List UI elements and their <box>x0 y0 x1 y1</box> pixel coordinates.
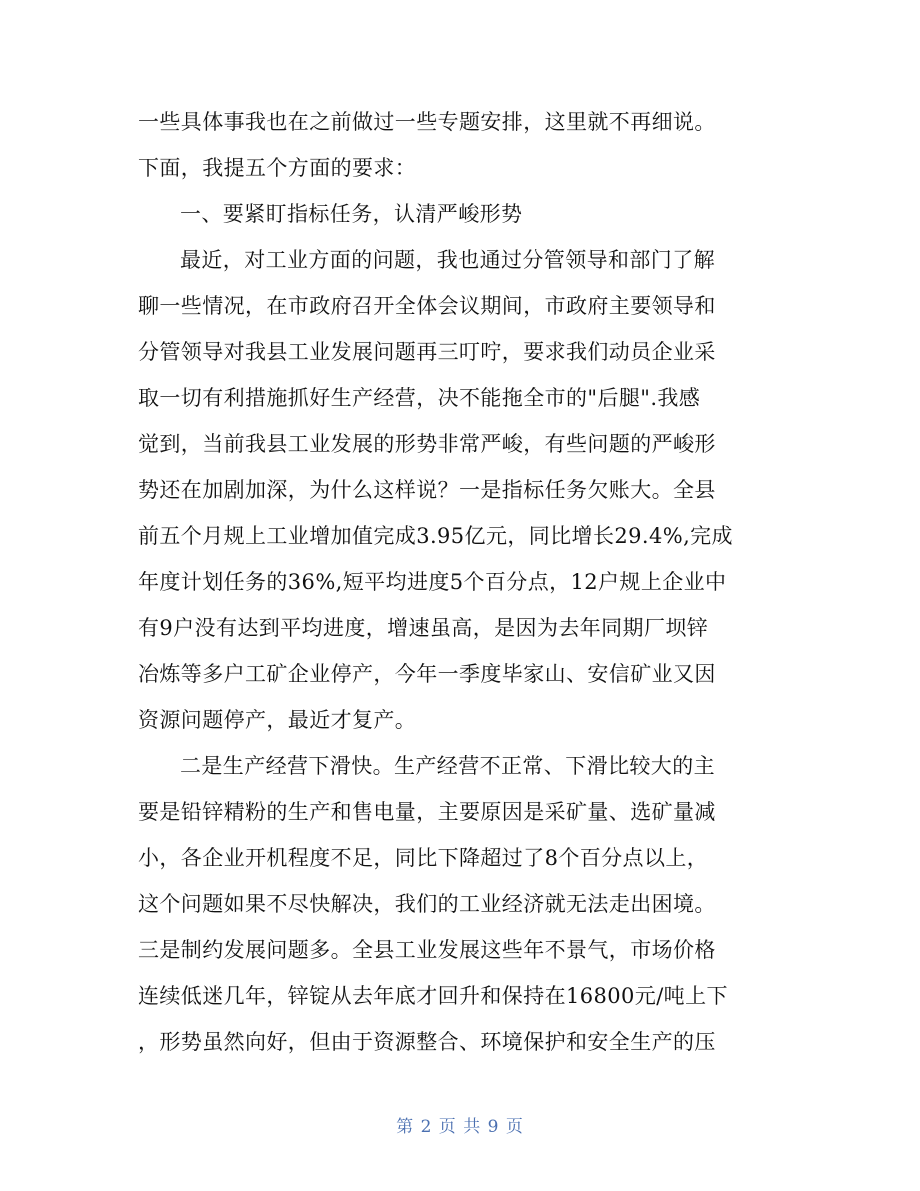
paragraph-start-line: 二是生产经营下滑快。生产经营不正常、下滑比较大的主 <box>180 754 715 778</box>
text-line: 分管领导对我县工业发展问题再三叮咛，要求我们动员企业采 <box>138 340 716 364</box>
document-body <box>138 104 788 1061</box>
text-line: 取一切有利措施抓好生产经营，决不能拖全市的"后腿".我感 <box>138 386 701 410</box>
text-line: 下面，我提五个方面的要求： <box>138 156 417 180</box>
text-line: 有9户没有达到平均进度，增速虽高，是因为去年同期厂坝锌 <box>138 616 709 640</box>
text-line: 三是制约发展问题多。全县工业发展这些年不景气，市场价格 <box>138 938 716 962</box>
page-number-footer: 第 2 页 共 9 页 <box>396 1117 524 1137</box>
text-line: 冶炼等多户工矿企业停产，今年一季度毕家山、安信矿业又因 <box>138 662 716 686</box>
text-line: 势还在加剧加深，为什么这样说？一是指标任务欠账大。全县 <box>138 478 716 502</box>
paragraph-start-line: 最近，对工业方面的问题，我也通过分管领导和部门了解 <box>180 248 715 272</box>
section-heading: 一、要紧盯指标任务，认清严峻形势 <box>180 202 523 226</box>
text-line: 资源问题停产，最近才复产。 <box>138 708 417 732</box>
text-line: 小，各企业开机程度不足，同比下降超过了8个百分点以上， <box>138 846 709 870</box>
text-line: 连续低迷几年，锌锭从去年底才回升和保持在16800元/吨上下 <box>138 984 728 1008</box>
text-line: 一些具体事我也在之前做过一些专题安排，这里就不再细说。 <box>138 110 716 134</box>
text-line: 这个问题如果不尽快解决，我们的工业经济就无法走出困境。 <box>138 892 716 916</box>
text-line: ，形势虽然向好，但由于资源整合、环境保护和安全生产的压 <box>138 1030 716 1054</box>
text-line: 觉到，当前我县工业发展的形势非常严峻，有些问题的严峻形 <box>138 432 716 456</box>
text-line: 要是铅锌精粉的生产和售电量，主要原因是采矿量、选矿量减 <box>138 800 716 824</box>
text-line: 年度计划任务的36%,短平均进度5个百分点，12户规上企业中 <box>138 570 727 594</box>
text-line: 前五个月规上工业增加值完成3.95亿元，同比增长29.4%,完成 <box>138 524 733 548</box>
text-line: 聊一些情况，在市政府召开全体会议期间，市政府主要领导和 <box>138 294 716 318</box>
